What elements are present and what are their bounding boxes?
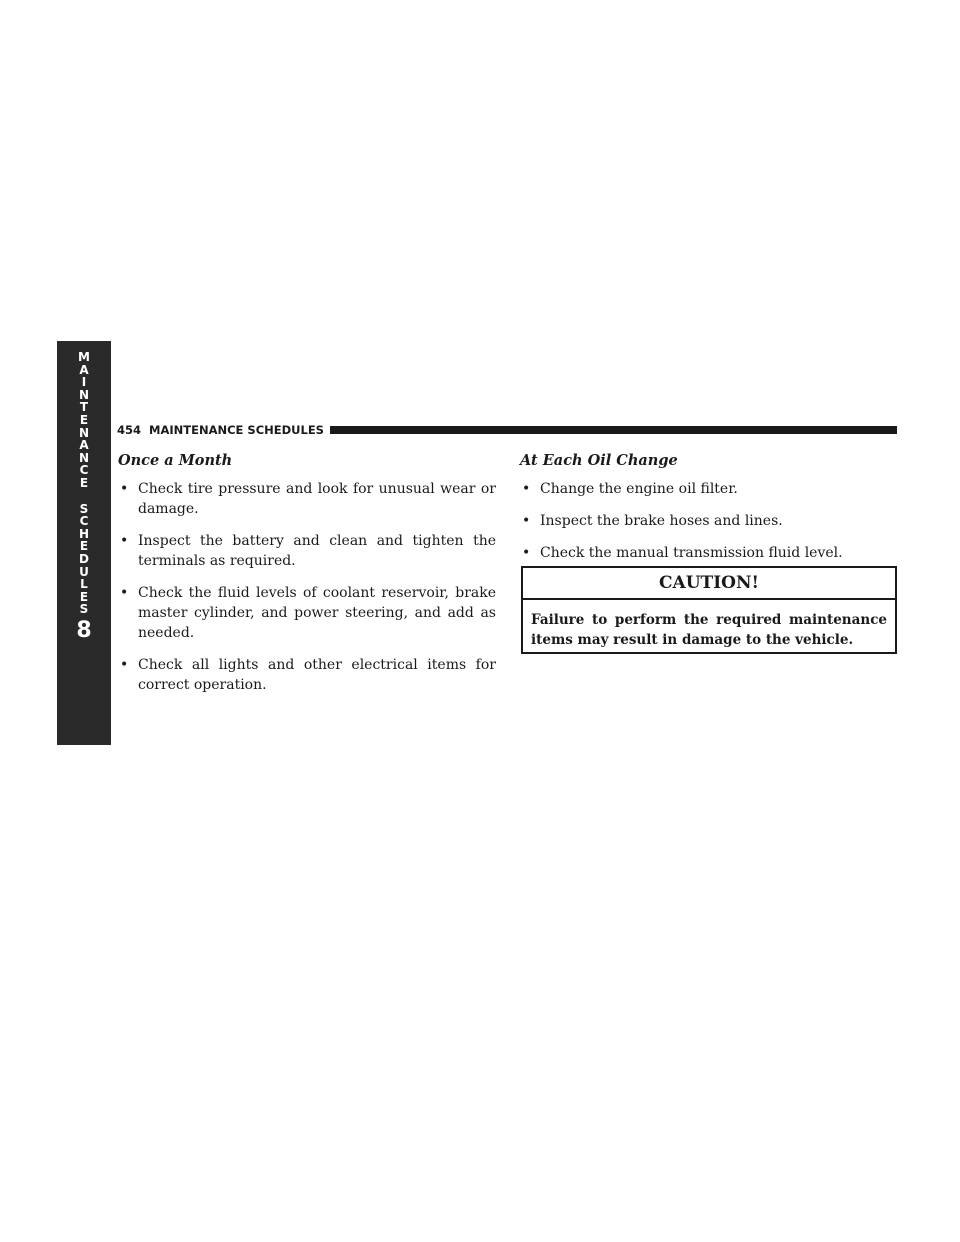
- bullet-glyph: •: [120, 533, 129, 549]
- list-item-text: Change the engine oil filter.: [540, 481, 738, 497]
- list-item-text: Check tire pressure and look for unusual wear or damage.: [138, 481, 496, 517]
- tab-letter: E: [79, 475, 89, 490]
- tab-letter: N: [78, 387, 90, 402]
- bullet-glyph: •: [522, 545, 531, 561]
- tab-letter: N: [78, 450, 90, 465]
- once-a-month-heading: Once a Month: [118, 452, 233, 469]
- bullet-glyph: •: [522, 481, 531, 497]
- list-item: [520, 543, 898, 563]
- tab-letter: I: [81, 375, 87, 390]
- tab-letter: S: [79, 602, 89, 617]
- bullet-glyph: •: [120, 481, 129, 497]
- bullet-glyph: •: [522, 513, 531, 529]
- tab-letter: C: [79, 463, 89, 478]
- oil-change-list: [520, 479, 898, 563]
- caution-title: CAUTION!: [523, 568, 895, 600]
- right-column: [520, 452, 898, 575]
- page-number: 454: [117, 423, 142, 437]
- page-header: [117, 423, 897, 437]
- bullet-glyph: •: [120, 657, 129, 673]
- tab-letter: H: [78, 526, 90, 541]
- tab-letter: N: [78, 425, 90, 440]
- caution-box: [521, 566, 897, 654]
- list-item: [520, 479, 898, 499]
- list-item-text: Check the fluid levels of coolant reservoir, brake master cylinder, and power steering, and add as needed.: [138, 585, 496, 641]
- tab-letter: U: [79, 564, 89, 579]
- oil-change-heading: At Each Oil Change: [520, 452, 678, 469]
- tab-letter: T: [79, 400, 89, 415]
- tab-letter: E: [79, 412, 89, 427]
- list-item: [118, 583, 496, 643]
- list-item-text: Check the manual transmission fluid level.: [540, 545, 843, 561]
- list-item: [118, 655, 496, 695]
- tab-letter: A: [79, 438, 89, 453]
- left-column: [118, 452, 496, 707]
- tab-letter: M: [78, 350, 90, 364]
- tab-letter: L: [80, 577, 88, 592]
- header-rule: [330, 426, 897, 434]
- tab-letter: E: [79, 589, 89, 604]
- tab-letter: D: [79, 551, 89, 566]
- tab-letter: S: [79, 501, 89, 516]
- section-title: MAINTENANCE SCHEDULES: [149, 423, 324, 437]
- chapter-tab-letters: [78, 351, 90, 616]
- once-a-month-list: [118, 479, 496, 695]
- list-item: [118, 479, 496, 519]
- chapter-number: 8: [76, 617, 92, 643]
- chapter-side-tab: [57, 341, 111, 745]
- list-item-text: Check all lights and other electrical items for correct operation.: [138, 657, 496, 693]
- list-item: [520, 511, 898, 531]
- list-item: [118, 531, 496, 571]
- list-item-text: Inspect the battery and clean and tighten the terminals as required.: [138, 533, 496, 569]
- tab-letter: E: [79, 539, 89, 554]
- caution-text: Failure to perform the required maintenance items may result in damage to the vehicle.: [531, 612, 887, 648]
- tab-letter: C: [79, 514, 89, 529]
- tab-letter: A: [79, 362, 89, 377]
- bullet-glyph: •: [120, 585, 129, 601]
- list-item-text: Inspect the brake hoses and lines.: [540, 513, 783, 529]
